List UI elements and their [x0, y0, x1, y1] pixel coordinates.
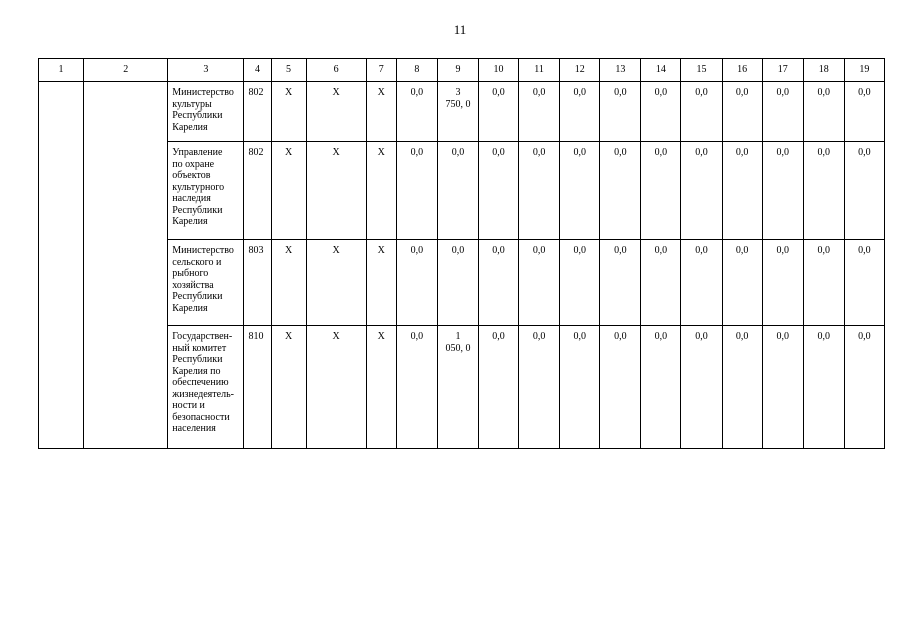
organization-cell	[168, 240, 244, 326]
table-cell: 0,0	[762, 240, 803, 326]
table-cell: 0,0	[560, 142, 600, 240]
cell-value-line: 3	[455, 87, 461, 98]
table-cell	[437, 326, 478, 449]
table-cell: Х	[271, 142, 306, 240]
organization-name-line: Карелия	[172, 121, 208, 133]
column-2-cell	[84, 82, 168, 449]
cell-value-line: 750, 0	[445, 98, 471, 110]
organization-name-line: Управление	[172, 147, 223, 158]
table-cell: 0,0	[803, 142, 844, 240]
table-cell: 0,0	[519, 326, 560, 449]
table-cell: 0,0	[437, 240, 478, 326]
table-cell: 0,0	[641, 142, 681, 240]
organization-name-line: объектов	[172, 170, 211, 181]
table-cell: 0,0	[600, 326, 641, 449]
table-cell: 0,0	[722, 240, 762, 326]
table-cell: 0,0	[681, 240, 722, 326]
table-cell: Х	[271, 82, 306, 142]
organization-name-line: Карелия по	[172, 365, 221, 377]
table-cell: 0,0	[641, 82, 681, 142]
table-cell: 0,0	[519, 142, 560, 240]
table-cell: 0,0	[844, 142, 884, 240]
table-row	[39, 82, 885, 142]
column-header: 4	[244, 59, 271, 82]
organization-name-line: Государствен-	[172, 331, 233, 342]
organization-name-line: Министерство	[172, 245, 234, 256]
table-cell: 0,0	[478, 82, 518, 142]
organization-name-line: ности и	[172, 400, 205, 411]
table-cell: Х	[271, 326, 306, 449]
table-cell: 0,0	[762, 326, 803, 449]
column-header: 14	[641, 59, 681, 82]
table-cell: Х	[306, 326, 366, 449]
table-cell: 0,0	[844, 82, 884, 142]
table-cell: 0,0	[437, 142, 478, 240]
table-cell: 0,0	[560, 326, 600, 449]
table-cell: 0,0	[844, 326, 884, 449]
table-cell: Х	[306, 142, 366, 240]
table-cell: 0,0	[396, 326, 437, 449]
table-cell: 0,0	[762, 82, 803, 142]
column-header: 8	[396, 59, 437, 82]
column-header: 3	[168, 59, 244, 82]
organization-name-line: населения	[172, 423, 216, 434]
table-cell: 0,0	[396, 240, 437, 326]
organization-name-line: Карелия	[172, 216, 208, 227]
table-cell: 0,0	[519, 240, 560, 326]
table-cell: 0,0	[396, 82, 437, 142]
organization-name-line: Республики	[172, 291, 223, 302]
table-cell: Х	[366, 326, 396, 449]
page-number: 11	[453, 22, 467, 37]
table-cell: 0,0	[762, 142, 803, 240]
table-cell: 0,0	[396, 142, 437, 240]
column-1-cell	[39, 82, 84, 449]
table-cell: 0,0	[722, 142, 762, 240]
organization-name-line: Министерство	[172, 87, 234, 98]
column-header: 7	[366, 59, 396, 82]
organization-name-line: рыбного	[172, 268, 209, 279]
table-cell: 0,0	[600, 142, 641, 240]
column-header: 16	[722, 59, 762, 82]
table-cell: 0,0	[681, 326, 722, 449]
organization-name-line: ный комитет	[172, 342, 227, 354]
column-header: 9	[437, 59, 478, 82]
table-cell: Х	[306, 240, 366, 326]
organization-name-line: по охране	[172, 158, 215, 170]
table-cell: 0,0	[478, 142, 518, 240]
organization-name-line: культурного	[172, 181, 225, 193]
table-cell: 0,0	[641, 326, 681, 449]
table-cell: Х	[271, 240, 306, 326]
header-row	[39, 59, 885, 82]
cell-value-line: 050, 0	[445, 342, 471, 354]
organization-name-line: Республики	[172, 204, 223, 216]
table-cell: 0,0	[478, 240, 518, 326]
column-header: 2	[84, 59, 168, 82]
column-header: 11	[519, 59, 560, 82]
column-header: 19	[844, 59, 884, 82]
table-cell: 803	[244, 240, 271, 326]
organization-name-line: обеспечению	[172, 377, 229, 388]
organization-cell	[168, 82, 244, 142]
column-header: 12	[560, 59, 600, 82]
table-cell: 802	[244, 82, 271, 142]
organization-name-line: хозяйства	[172, 279, 214, 291]
column-header: 6	[306, 59, 366, 82]
column-header: 18	[803, 59, 844, 82]
table-cell: 0,0	[478, 326, 518, 449]
column-header: 10	[478, 59, 518, 82]
table-cell: Х	[366, 142, 396, 240]
column-header: 15	[681, 59, 722, 82]
table-cell: 0,0	[803, 326, 844, 449]
table-cell: 0,0	[681, 82, 722, 142]
table-cell: Х	[306, 82, 366, 142]
budget-table	[38, 58, 885, 449]
table-cell: 0,0	[803, 240, 844, 326]
column-header: 1	[39, 59, 84, 82]
organization-cell	[168, 326, 244, 449]
organization-name-line: культуры	[172, 98, 212, 110]
cell-value-line: 1	[455, 331, 461, 342]
organization-name-line: безопасности	[172, 411, 230, 423]
table-cell: Х	[366, 82, 396, 142]
table-cell: 0,0	[560, 82, 600, 142]
table-cell: Х	[366, 240, 396, 326]
column-header: 5	[271, 59, 306, 82]
organization-name-line: Республики	[172, 110, 223, 121]
table-cell: 810	[244, 326, 271, 449]
table-cell: 0,0	[681, 142, 722, 240]
table-cell: 0,0	[600, 82, 641, 142]
organization-cell	[168, 142, 244, 240]
table-cell: 802	[244, 142, 271, 240]
column-header: 17	[762, 59, 803, 82]
table-cell: 0,0	[803, 82, 844, 142]
organization-name-line: жизнедеятель-	[172, 388, 234, 400]
table-cell: 0,0	[722, 82, 762, 142]
organization-name-line: сельского и	[172, 256, 222, 268]
organization-name-line: Карелия	[172, 302, 208, 314]
table-cell: 0,0	[560, 240, 600, 326]
organization-name-line: Республики	[172, 354, 223, 365]
organization-name-line: наследия	[172, 193, 211, 204]
column-header: 13	[600, 59, 641, 82]
table-cell: 0,0	[519, 82, 560, 142]
table-cell	[437, 82, 478, 142]
table-cell: 0,0	[600, 240, 641, 326]
table-cell: 0,0	[641, 240, 681, 326]
table-cell: 0,0	[722, 326, 762, 449]
table-cell: 0,0	[844, 240, 884, 326]
